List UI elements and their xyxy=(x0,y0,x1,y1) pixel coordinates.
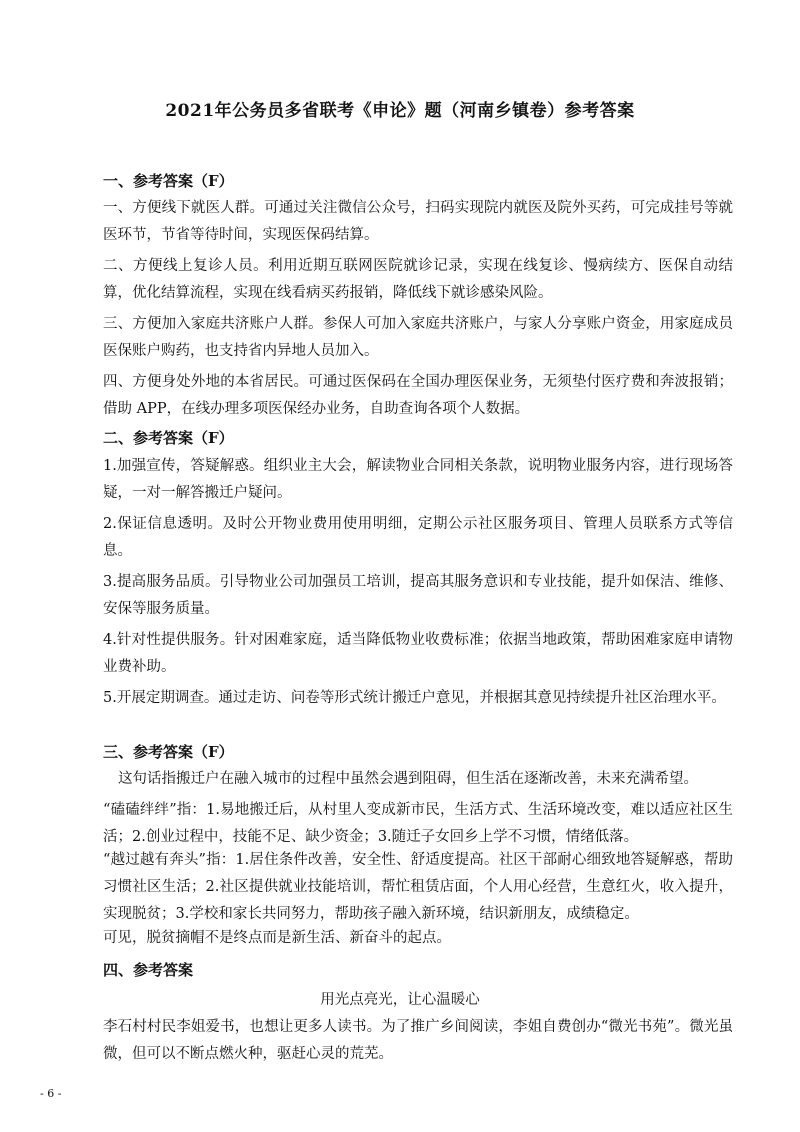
page-title: 2021年公务员多省联考《申论》题（河南乡镇卷）参考答案 xyxy=(165,101,635,121)
section-4-paragraph-1: 李石村村民李姐爱书，也想让更多人读书。为了推广乡间阅读，李姐自费创办“微光书苑”。微光虽微，但可以不断点燃火种，驱赶心灵的荒芜。 xyxy=(103,1019,733,1062)
section-2-paragraph-4: 4.针对性提供服务。针对困难家庭，适当降低物业收费标准；依据当地政策，帮助困难家庭申请物业费补助。 xyxy=(103,632,733,675)
section-1-paragraph-1: 一、方便线下就医人群。可通过关注微信公众号，扫码实现院内就医及院外买药，可完成挂号等就医环节，节省等待时间，实现医保码结算。 xyxy=(103,200,733,243)
section-2-heading: 二、参考答案（F） xyxy=(103,429,234,447)
section-1-paragraph-4: 四、方便身处外地的本省居民。可通过医保码在全国办理医保业务，无须垫付医疗费和奔波报销；借助 APP，在线办理多项医保经办业务，自助查询各项个人数据。 xyxy=(103,374,733,417)
page-number: - 6 - xyxy=(40,1087,62,1100)
section-1-heading: 一、参考答案（F） xyxy=(103,172,234,190)
section-3-paragraph-4: 可见，脱贫摘帽不是终点而是新生活、新奋斗的起点。 xyxy=(103,930,451,946)
section-3-paragraph-1: 这句话指搬迁户在融入城市的过程中虽然会遇到阻碍，但生活在逐渐改善，未来充满希望。 xyxy=(118,771,698,787)
essay-title: 用光点亮光，让心温暖心 xyxy=(320,992,480,1008)
section-2-paragraph-5: 5.开展定期调查。通过走访、问卷等形式统计搬迁户意见，并根据其意见持续提升社区治理水平。 xyxy=(103,690,726,706)
section-2-paragraph-1: 1.加强宣传，答疑解惑。组织业主大会，解读物业合同相关条款，说明物业服务内容，进行现场答疑，一对一解答搬迁户疑问。 xyxy=(103,458,733,501)
section-3-paragraph-2: “磕磕绊绊”指：1.易地搬迁后，从村里人变成新市民，生活方式、生活环境改变，难以适应社区生活；2.创业过程中，技能不足、缺少资金；3.随迁子女回乡上学不习惯，情绪低落。 xyxy=(103,802,733,845)
section-3-paragraph-3: “越过越有奔头”指：1.居住条件改善，安全性、舒适度提高。社区干部耐心细致地答疑解惑，帮助习惯社区生活；2.社区提供就业技能培训，帮忙租赁店面，个人用心经营，生意红火，收入提升，实现脱贫；3.学校和家长共同努力，帮助孩子融入新环境，结识新朋友，成绩稳定。 xyxy=(103,852,733,922)
section-2-paragraph-3: 3.提高服务品质。引导物业公司加强员工培训，提高其服务意识和专业技能，提升如保洁、维修、安保等服务质量。 xyxy=(103,574,733,617)
section-4-heading: 四、参考答案 xyxy=(103,961,194,979)
section-3-heading: 三、参考答案（F） xyxy=(103,743,234,761)
section-1-paragraph-2: 二、方便线上复诊人员。利用近期互联网医院就诊记录，实现在线复诊、慢病续方、医保自动结算，优化结算流程，实现在线看病买药报销，降低线下就诊感染风险。 xyxy=(103,258,733,301)
section-1-paragraph-3: 三、方便加入家庭共济账户人群。参保人可加入家庭共济账户，与家人分享账户资金，用家庭成员医保账户购药，也支持省内异地人员加入。 xyxy=(103,316,733,359)
section-2-paragraph-2: 2.保证信息透明。及时公开物业费用使用明细，定期公示社区服务项目、管理人员联系方式等信息。 xyxy=(103,516,733,559)
